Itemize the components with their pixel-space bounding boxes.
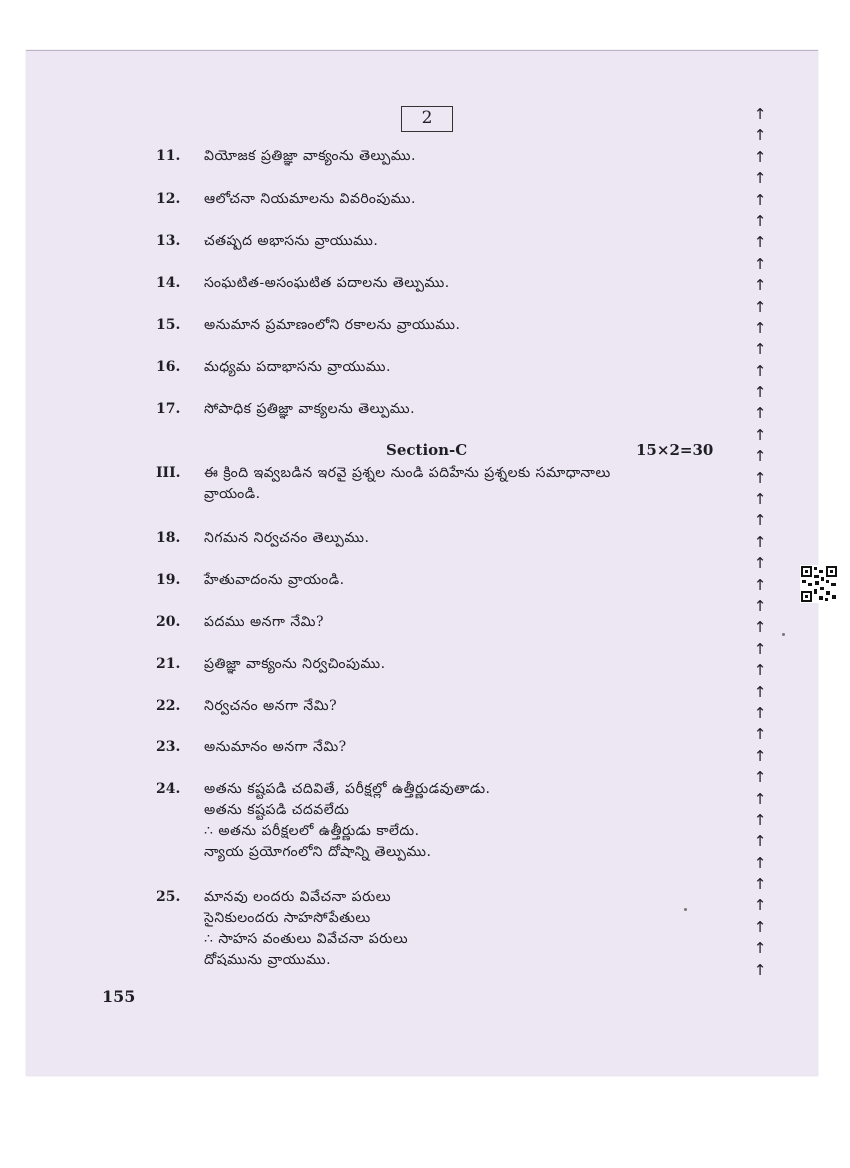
question-number: 15.	[156, 317, 181, 333]
arrow-up-icon: ↑	[753, 768, 767, 787]
arrow-up-icon: ↑	[753, 960, 767, 979]
question-text: అతను కష్టపడి చదవలేదు	[204, 802, 350, 818]
arrow-up-icon: ↑	[753, 639, 767, 658]
page-number: 2	[421, 108, 433, 128]
arrow-up-icon: ↑	[753, 896, 767, 915]
arrow-up-icon: ↑	[753, 789, 767, 808]
arrow-up-icon: ↑	[753, 832, 767, 851]
question-number: 21.	[156, 656, 181, 672]
arrow-up-icon: ↑	[753, 404, 767, 423]
question-number: 16.	[156, 359, 181, 375]
question-text: అనుమాన ప్రమాణంలోని రకాలను వ్రాయుము.	[204, 317, 461, 333]
question-text: నిర్వచనం అనగా నేమి?	[204, 698, 338, 714]
arrow-up-icon: ↑	[753, 211, 767, 230]
arrow-up-icon: ↑	[753, 318, 767, 337]
question-text: సంఘటిత-అసంఘటిత పదాలను తెల్పుము.	[204, 275, 450, 291]
arrow-up-icon: ↑	[753, 511, 767, 530]
arrow-up-icon: ↑	[753, 447, 767, 466]
question-text: అనుమానం అనగా నేమి?	[204, 739, 347, 755]
question-number: 20.	[156, 614, 181, 630]
arrow-up-icon: ↑	[753, 254, 767, 273]
exam-page	[26, 50, 818, 1076]
question-text: మధ్యమ పదాభాసను వ్రాయుము.	[204, 359, 391, 375]
arrow-up-icon: ↑	[753, 340, 767, 359]
question-number: 22.	[156, 698, 181, 714]
arrow-up-icon: ↑	[753, 105, 767, 123]
arrow-up-icon: ↑	[753, 233, 767, 252]
question-number: 23.	[156, 739, 181, 755]
question-text: ఆలోచనా నియమాలను వివరింపుము.	[204, 191, 416, 207]
question-text: వియోజక ప్రతిజ్ఞా వాక్యంను తెల్పుము.	[204, 148, 416, 164]
arrow-up-icon: ↑	[753, 297, 767, 316]
arrow-up-icon: ↑	[753, 682, 767, 701]
arrow-up-icon: ↑	[753, 810, 767, 829]
question-text: పదము అనగా నేమి?	[204, 614, 324, 630]
question-text: సైనికులందరు సాహసోపేతులు	[204, 910, 371, 926]
arrow-up-icon: ↑	[753, 661, 767, 680]
arrow-up-icon: ↑	[753, 532, 767, 551]
question-text: హేతువాదంను వ్రాయండి.	[204, 572, 345, 588]
question-text: చతష్పద అభాసను వ్రాయుము.	[204, 233, 379, 249]
arrow-up-icon: ↑	[753, 575, 767, 594]
question-text: అతను కష్టపడి చదివితే, పరీక్షల్లో ఉత్తీర్ణుడవుతాడు.	[204, 781, 491, 797]
footer-page-number: 155	[102, 987, 136, 1006]
question-text: ∴ అతను పరీక్షలలో ఉత్తీర్ణుడు కాలేదు.	[204, 823, 420, 839]
arrow-up-icon: ↑	[753, 126, 767, 145]
question-number: 25.	[156, 889, 181, 905]
qr-code-icon	[800, 565, 838, 603]
arrow-up-icon: ↑	[753, 939, 767, 958]
arrow-up-icon: ↑	[753, 917, 767, 936]
arrow-up-icon: ↑	[753, 361, 767, 380]
question-number: 14.	[156, 275, 181, 291]
section-marks: 15×2=30	[636, 441, 714, 459]
arrow-up-icon: ↑	[753, 276, 767, 295]
question-number: 17.	[156, 401, 181, 417]
question-text: ప్రతిజ్ఞా వాక్యంను నిర్వచింపుము.	[204, 656, 386, 672]
arrow-up-icon: ↑	[753, 147, 767, 166]
question-text: న్యాయ ప్రయోగంలోని దోషాన్ని తెల్పుము.	[204, 844, 432, 860]
page-number-box	[401, 106, 453, 132]
arrow-up-icon: ↑	[753, 468, 767, 487]
question-text: ∴ సాహస వంతులు వివేచనా పరులు	[204, 931, 409, 947]
margin-arrows	[752, 104, 768, 981]
arrow-up-icon: ↑	[753, 746, 767, 765]
question-number: 13.	[156, 233, 181, 249]
arrow-up-icon: ↑	[753, 383, 767, 402]
arrow-up-icon: ↑	[753, 490, 767, 509]
instruction-number: III.	[156, 465, 181, 481]
arrow-up-icon: ↑	[753, 596, 767, 615]
question-number: 19.	[156, 572, 181, 588]
arrow-up-icon: ↑	[753, 703, 767, 722]
question-text: మానవు లందరు వివేచనా పరులు	[204, 889, 392, 905]
question-number: 11.	[156, 148, 181, 164]
scan-speck	[684, 908, 687, 911]
question-text: నిగమన నిర్వచనం తెల్పుము.	[204, 530, 370, 546]
arrow-up-icon: ↑	[753, 425, 767, 444]
instruction-line: వ్రాయండి.	[204, 486, 261, 502]
arrow-up-icon: ↑	[753, 853, 767, 872]
section-title: Section-C	[386, 441, 468, 459]
question-number: 18.	[156, 530, 181, 546]
instruction-line: ఈ క్రింది ఇవ్వబడిన ఇరవై ప్రశ్నల నుండి పదిహేను ప్రశ్నలకు సమాధానాలు	[204, 465, 611, 481]
arrow-up-icon: ↑	[753, 725, 767, 744]
arrow-up-icon: ↑	[753, 169, 767, 188]
arrow-up-icon: ↑	[753, 875, 767, 894]
question-text: సోపాధిక ప్రతిజ్ఞా వాక్యలను తెల్పుము.	[204, 401, 416, 417]
arrow-up-icon: ↑	[753, 190, 767, 209]
question-number: 12.	[156, 191, 181, 207]
scan-speck	[782, 633, 785, 636]
question-text: దోషమును వ్రాయుము.	[204, 952, 332, 968]
question-number: 24.	[156, 781, 181, 797]
arrow-up-icon: ↑	[753, 554, 767, 573]
arrow-up-icon: ↑	[753, 618, 767, 637]
